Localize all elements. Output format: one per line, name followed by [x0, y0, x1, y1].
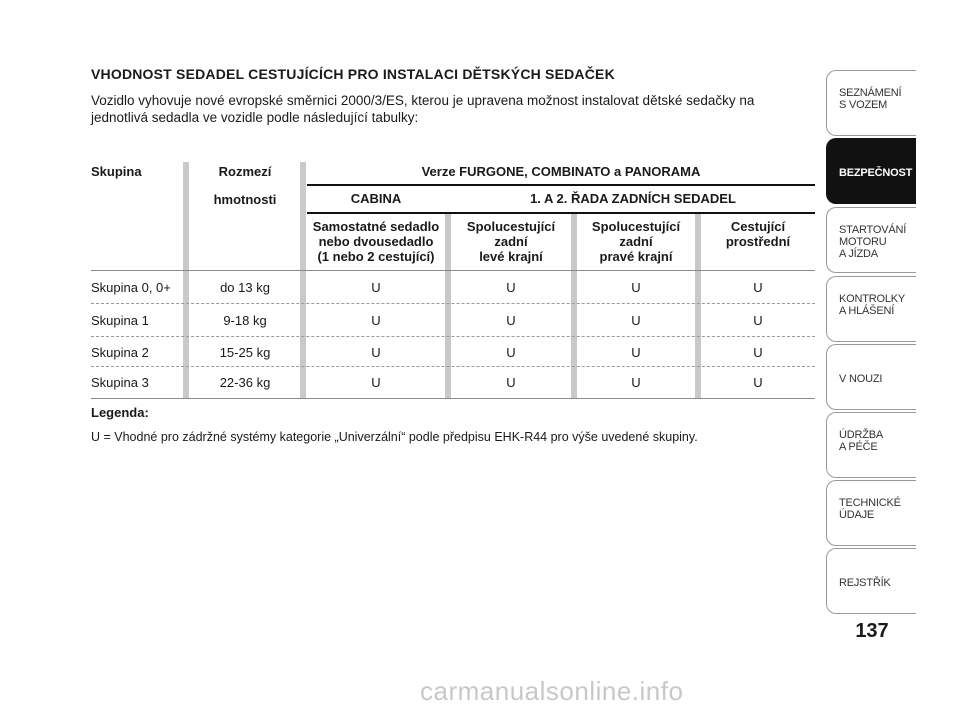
cabin-header: CABINA	[350, 191, 402, 206]
row-group: Skupina 2	[91, 345, 149, 360]
subheader-underline	[307, 212, 815, 214]
group-header: Skupina	[91, 164, 142, 179]
tab-technicke-udaje[interactable]	[826, 480, 916, 546]
weight-header-line2: hmotnosti	[213, 192, 277, 207]
column-header-rear-right: Spolucestující zadní pravé krajní	[591, 219, 681, 264]
group-column-divider	[183, 162, 189, 398]
intro-paragraph: Vozidlo vyhovuje nové evropské směrnici 2000/3/ES, kterou je upravena možnost instalovat dětské sedačky na jednotlivá sedadla ve vozidle podle následující tabulky:	[91, 93, 755, 125]
page-number: 137	[855, 620, 889, 642]
row-value: U	[753, 313, 763, 328]
row-value: U	[371, 375, 381, 390]
tab-label: TECHNICKÉ ÚDAJE	[839, 497, 901, 521]
tab-label: STARTOVÁNÍ MOTORU A JÍZDA	[839, 224, 907, 260]
row-value: U	[631, 375, 641, 390]
row-value: U	[753, 375, 763, 390]
row-value: U	[753, 280, 763, 295]
version-underline	[307, 184, 815, 186]
row-weight: 22-36 kg	[219, 375, 271, 390]
row-separator	[91, 336, 815, 337]
column-header-middle: Cestující prostřední	[725, 219, 791, 249]
legend-text: U = Vhodné pro zádržné systémy kategorie „Univerzální“ podle předpisu EHK-R44 pro výše uvedené skupiny.	[91, 430, 698, 444]
tab-label: V NOUZI	[839, 373, 883, 385]
legend-title: Legenda:	[91, 405, 149, 420]
row-value: U	[506, 375, 516, 390]
header-bottom-rule	[91, 270, 815, 271]
tab-bezpecnost[interactable]	[826, 138, 916, 204]
row-value: U	[631, 345, 641, 360]
row-weight: 9-18 kg	[223, 313, 267, 328]
row-separator	[91, 366, 815, 367]
tab-label: BEZPEČNOST	[839, 167, 913, 179]
version-header: Verze FURGONE, COMBINATO a PANORAMA	[421, 164, 701, 179]
table-bottom-rule	[91, 398, 815, 399]
row-value: U	[371, 313, 381, 328]
tab-label: KONTROLKY A HLÁŠENÍ	[839, 293, 906, 317]
row-value: U	[753, 345, 763, 360]
column-header-cabin-seat: Samostatné sedadlo nebo dvousedadlo (1 nebo 2 cestující)	[312, 219, 440, 264]
rear-seats-header: 1. A 2. ŘADA ZADNÍCH SEDADEL	[530, 191, 736, 206]
tab-label: SEZNÁMENÍ S VOZEM	[839, 87, 902, 111]
tab-seznameni[interactable]	[826, 70, 916, 136]
row-value: U	[371, 345, 381, 360]
row-group: Skupina 1	[91, 313, 149, 328]
row-group: Skupina 0, 0+	[91, 280, 171, 295]
row-value: U	[631, 280, 641, 295]
tab-kontrolky[interactable]	[826, 276, 916, 342]
weight-column-divider	[300, 162, 306, 398]
row-weight: do 13 kg	[220, 280, 270, 295]
tab-v-nouzi[interactable]	[826, 344, 916, 410]
tab-rejstrik[interactable]	[826, 548, 916, 614]
child-seat-table	[91, 160, 815, 400]
tab-udrzba[interactable]	[826, 412, 916, 478]
row-separator	[91, 303, 815, 304]
weight-header-line1: Rozmezí	[218, 164, 272, 179]
row-group: Skupina 3	[91, 375, 149, 390]
row-weight: 15-25 kg	[219, 345, 271, 360]
column-header-rear-left: Spolucestující zadní levé krajní	[466, 219, 556, 264]
tab-label: REJSTŘÍK	[839, 577, 891, 589]
row-value: U	[506, 313, 516, 328]
tab-label: ÚDRŽBA A PÉČE	[839, 429, 884, 453]
row-value: U	[371, 280, 381, 295]
row-value: U	[506, 280, 516, 295]
row-value: U	[631, 313, 641, 328]
row-value: U	[506, 345, 516, 360]
section-heading: VHODNOST SEDADEL CESTUJÍCÍCH PRO INSTALACI DĚTSKÝCH SEDAČEK	[91, 66, 615, 82]
tab-startovani[interactable]	[826, 207, 916, 273]
watermark: carmanualsonline.info	[420, 676, 684, 706]
